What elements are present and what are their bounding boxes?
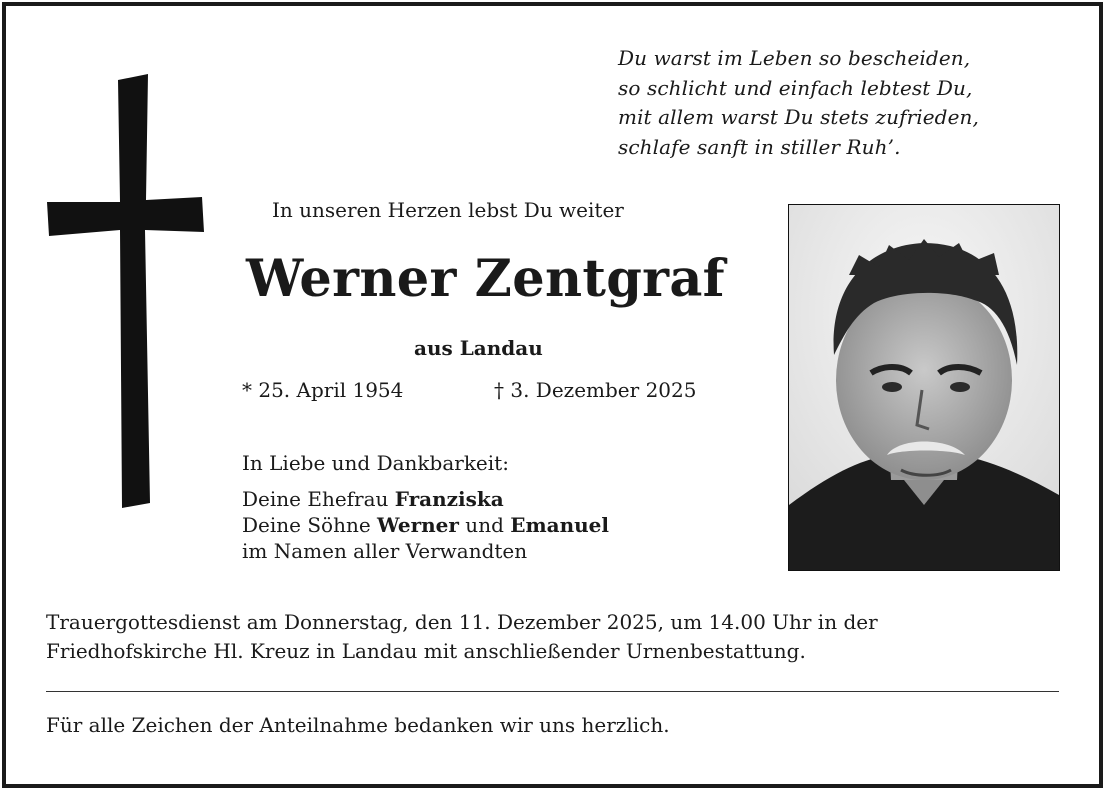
deceased-origin: aus Landau [414, 336, 543, 360]
poem [618, 44, 1078, 162]
mourner-relation: Deine Söhne [242, 513, 378, 537]
mourner-line-relatives: im Namen aller Verwandten [242, 539, 528, 563]
mourner-relation: Deine Ehefrau [242, 487, 395, 511]
poem-line: so schlicht und einfach lebtest Du, [618, 75, 973, 100]
poem-line: schlafe sanft in stiller Ruh’. [618, 134, 901, 159]
mourner-name: Werner [377, 513, 459, 537]
portrait-photo [788, 204, 1060, 571]
service-line: Friedhofskirche Hl. Kreuz in Landau mit anschließender Urnenbestattung. [46, 639, 806, 663]
deceased-name: Werner Zentgraf [246, 249, 725, 309]
intro-line: In unseren Herzen lebst Du weiter [272, 198, 624, 222]
poem-line: mit allem warst Du stets zufrieden, [618, 105, 979, 129]
cross-icon [42, 70, 207, 515]
mourner-line-spouse [242, 486, 609, 512]
mourner-line-sons [242, 512, 609, 538]
divider [46, 691, 1059, 692]
mourners-block [242, 450, 609, 564]
funeral-service-notice [46, 608, 878, 666]
conjunction: und [458, 513, 511, 537]
mourners-heading: In Liebe und Dankbarkeit: [242, 451, 509, 475]
death-date: † 3. Dezember 2025 [494, 378, 697, 402]
birth-date: * 25. April 1954 [242, 378, 404, 402]
mourner-name: Emanuel [510, 513, 610, 537]
poem-line: Du warst im Leben so bescheiden, [618, 46, 971, 70]
service-line: Trauergottesdienst am Donnerstag, den 11. Dezember 2025, um 14.00 Uhr in der [46, 610, 878, 634]
mourner-name: Franziska [394, 487, 504, 511]
thanks-line: Für alle Zeichen der Anteilnahme bedanken wir uns herzlich. [46, 713, 670, 737]
